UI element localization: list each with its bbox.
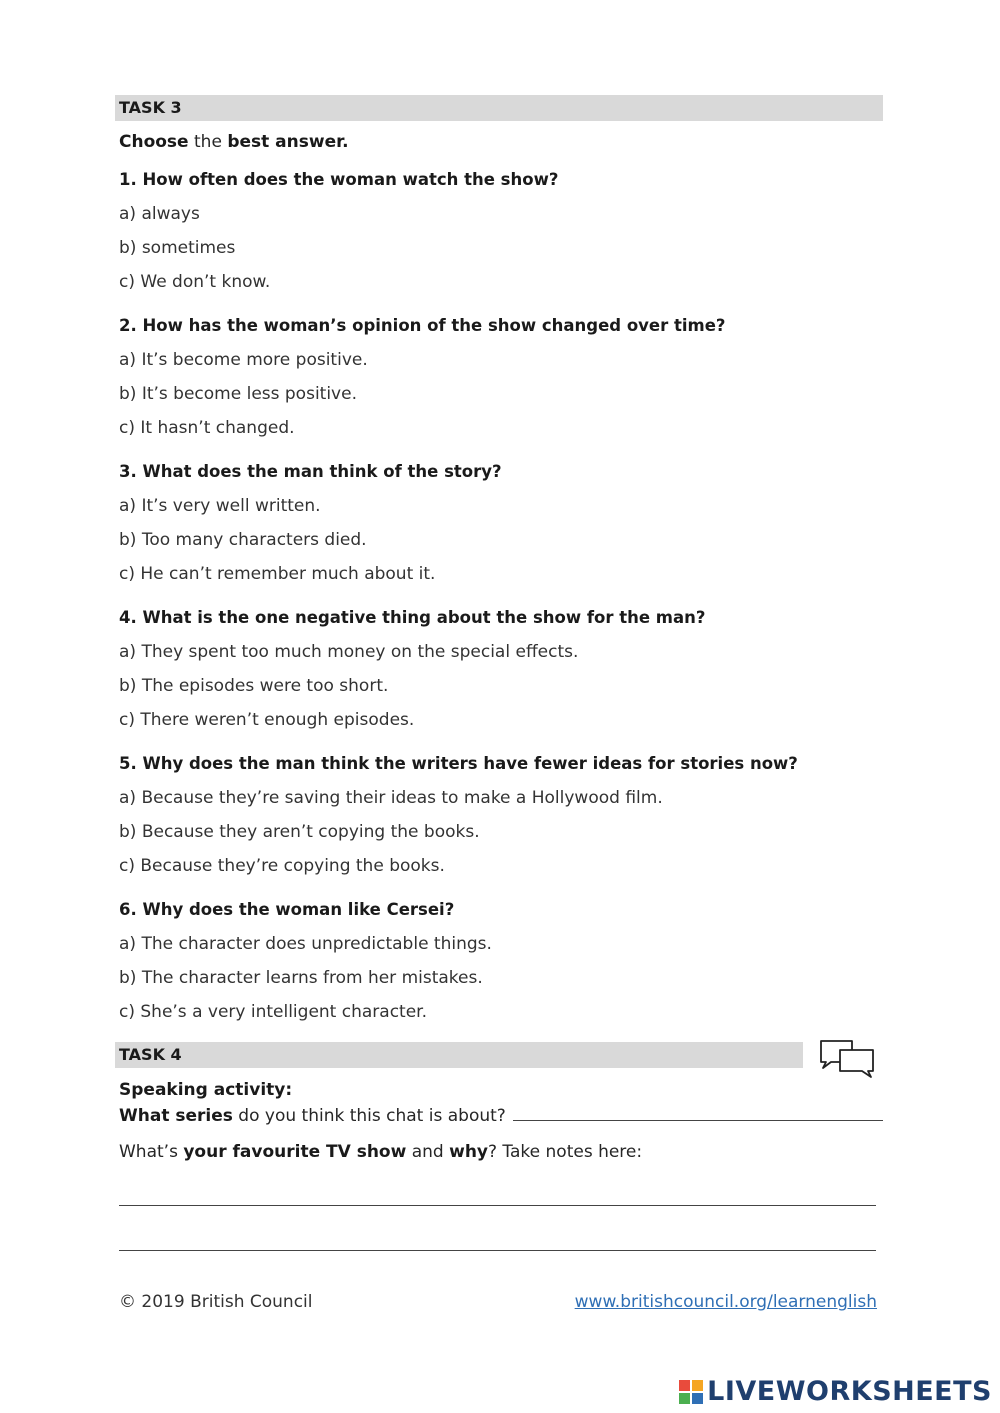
speaking-heading-text: Speaking activity: (119, 1080, 293, 1100)
question-2-option-c[interactable]: c) It hasn’t changed. (119, 418, 295, 438)
question-5-option-a[interactable]: a) Because they’re saving their ideas to make a Hollywood film. (119, 788, 663, 808)
prompt-fav-b1: your favourite TV show (183, 1142, 407, 1162)
prompt-fav-p1: What’s (119, 1142, 184, 1162)
question-1-option-a[interactable]: a) always (119, 204, 200, 224)
task3-instruction (119, 132, 349, 152)
question-1-option-c[interactable]: c) We don’t know. (119, 272, 271, 292)
speaking-heading (119, 1080, 292, 1100)
prompt-favourite (119, 1142, 642, 1162)
task3-label: TASK 3 (119, 98, 182, 117)
question-6-option-a[interactable]: a) The character does unpredictable things. (119, 934, 492, 954)
task4-label: TASK 4 (119, 1045, 182, 1064)
instruction-word-choose: Choose (119, 132, 189, 152)
notes-line-1[interactable] (119, 1205, 876, 1206)
prompt-series (119, 1106, 883, 1126)
notes-line-2[interactable] (119, 1250, 876, 1251)
question-4-option-a[interactable]: a) They spent too much money on the special effects. (119, 642, 579, 662)
prompt-series-bold: What series (119, 1106, 233, 1126)
question-1: 1. How often does the woman watch the show? (119, 170, 559, 189)
question-3: 3. What does the man think of the story? (119, 462, 502, 481)
instruction-word-best-answer: best answer. (227, 132, 349, 152)
question-6-option-b[interactable]: b) The character learns from her mistakes. (119, 968, 483, 988)
prompt-fav-p2: and (406, 1142, 450, 1162)
liveworksheets-logo-text: LIVEWORKSHEETS (707, 1376, 992, 1407)
question-4-option-b[interactable]: b) The episodes were too short. (119, 676, 389, 696)
footer-link[interactable]: www.britishcouncil.org/learnenglish (574, 1292, 877, 1312)
question-3-option-c[interactable]: c) He can’t remember much about it. (119, 564, 436, 584)
instruction-word-the: the (188, 132, 228, 152)
series-answer-blank[interactable] (513, 1106, 883, 1121)
question-3-option-b[interactable]: b) Too many characters died. (119, 530, 367, 550)
task3-header (115, 95, 883, 121)
question-2: 2. How has the woman’s opinion of the show changed over time? (119, 316, 726, 335)
question-6: 6. Why does the woman like Cersei? (119, 900, 455, 919)
question-2-option-a[interactable]: a) It’s become more positive. (119, 350, 368, 370)
task4-header (115, 1042, 803, 1068)
question-5: 5. Why does the man think the writers have fewer ideas for stories now? (119, 754, 798, 773)
prompt-fav-b2: why (449, 1142, 488, 1162)
question-5-option-c[interactable]: c) Because they’re copying the books. (119, 856, 445, 876)
question-1-option-b[interactable]: b) sometimes (119, 238, 236, 258)
question-3-option-a[interactable]: a) It’s very well written. (119, 496, 321, 516)
liveworksheets-logo (679, 1376, 992, 1407)
question-4-option-c[interactable]: c) There weren’t enough episodes. (119, 710, 415, 730)
speech-bubbles-icon (818, 1038, 876, 1080)
question-2-option-b[interactable]: b) It’s become less positive. (119, 384, 357, 404)
question-6-option-c[interactable]: c) She’s a very intelligent character. (119, 1002, 428, 1022)
prompt-series-rest: do you think this chat is about? (232, 1106, 512, 1126)
liveworksheets-logo-icon (679, 1380, 703, 1404)
question-5-option-b[interactable]: b) Because they aren’t copying the books. (119, 822, 480, 842)
prompt-fav-p3: ? Take notes here: (488, 1142, 643, 1162)
footer-copyright: © 2019 British Council (119, 1292, 313, 1312)
question-4: 4. What is the one negative thing about the show for the man? (119, 608, 706, 627)
